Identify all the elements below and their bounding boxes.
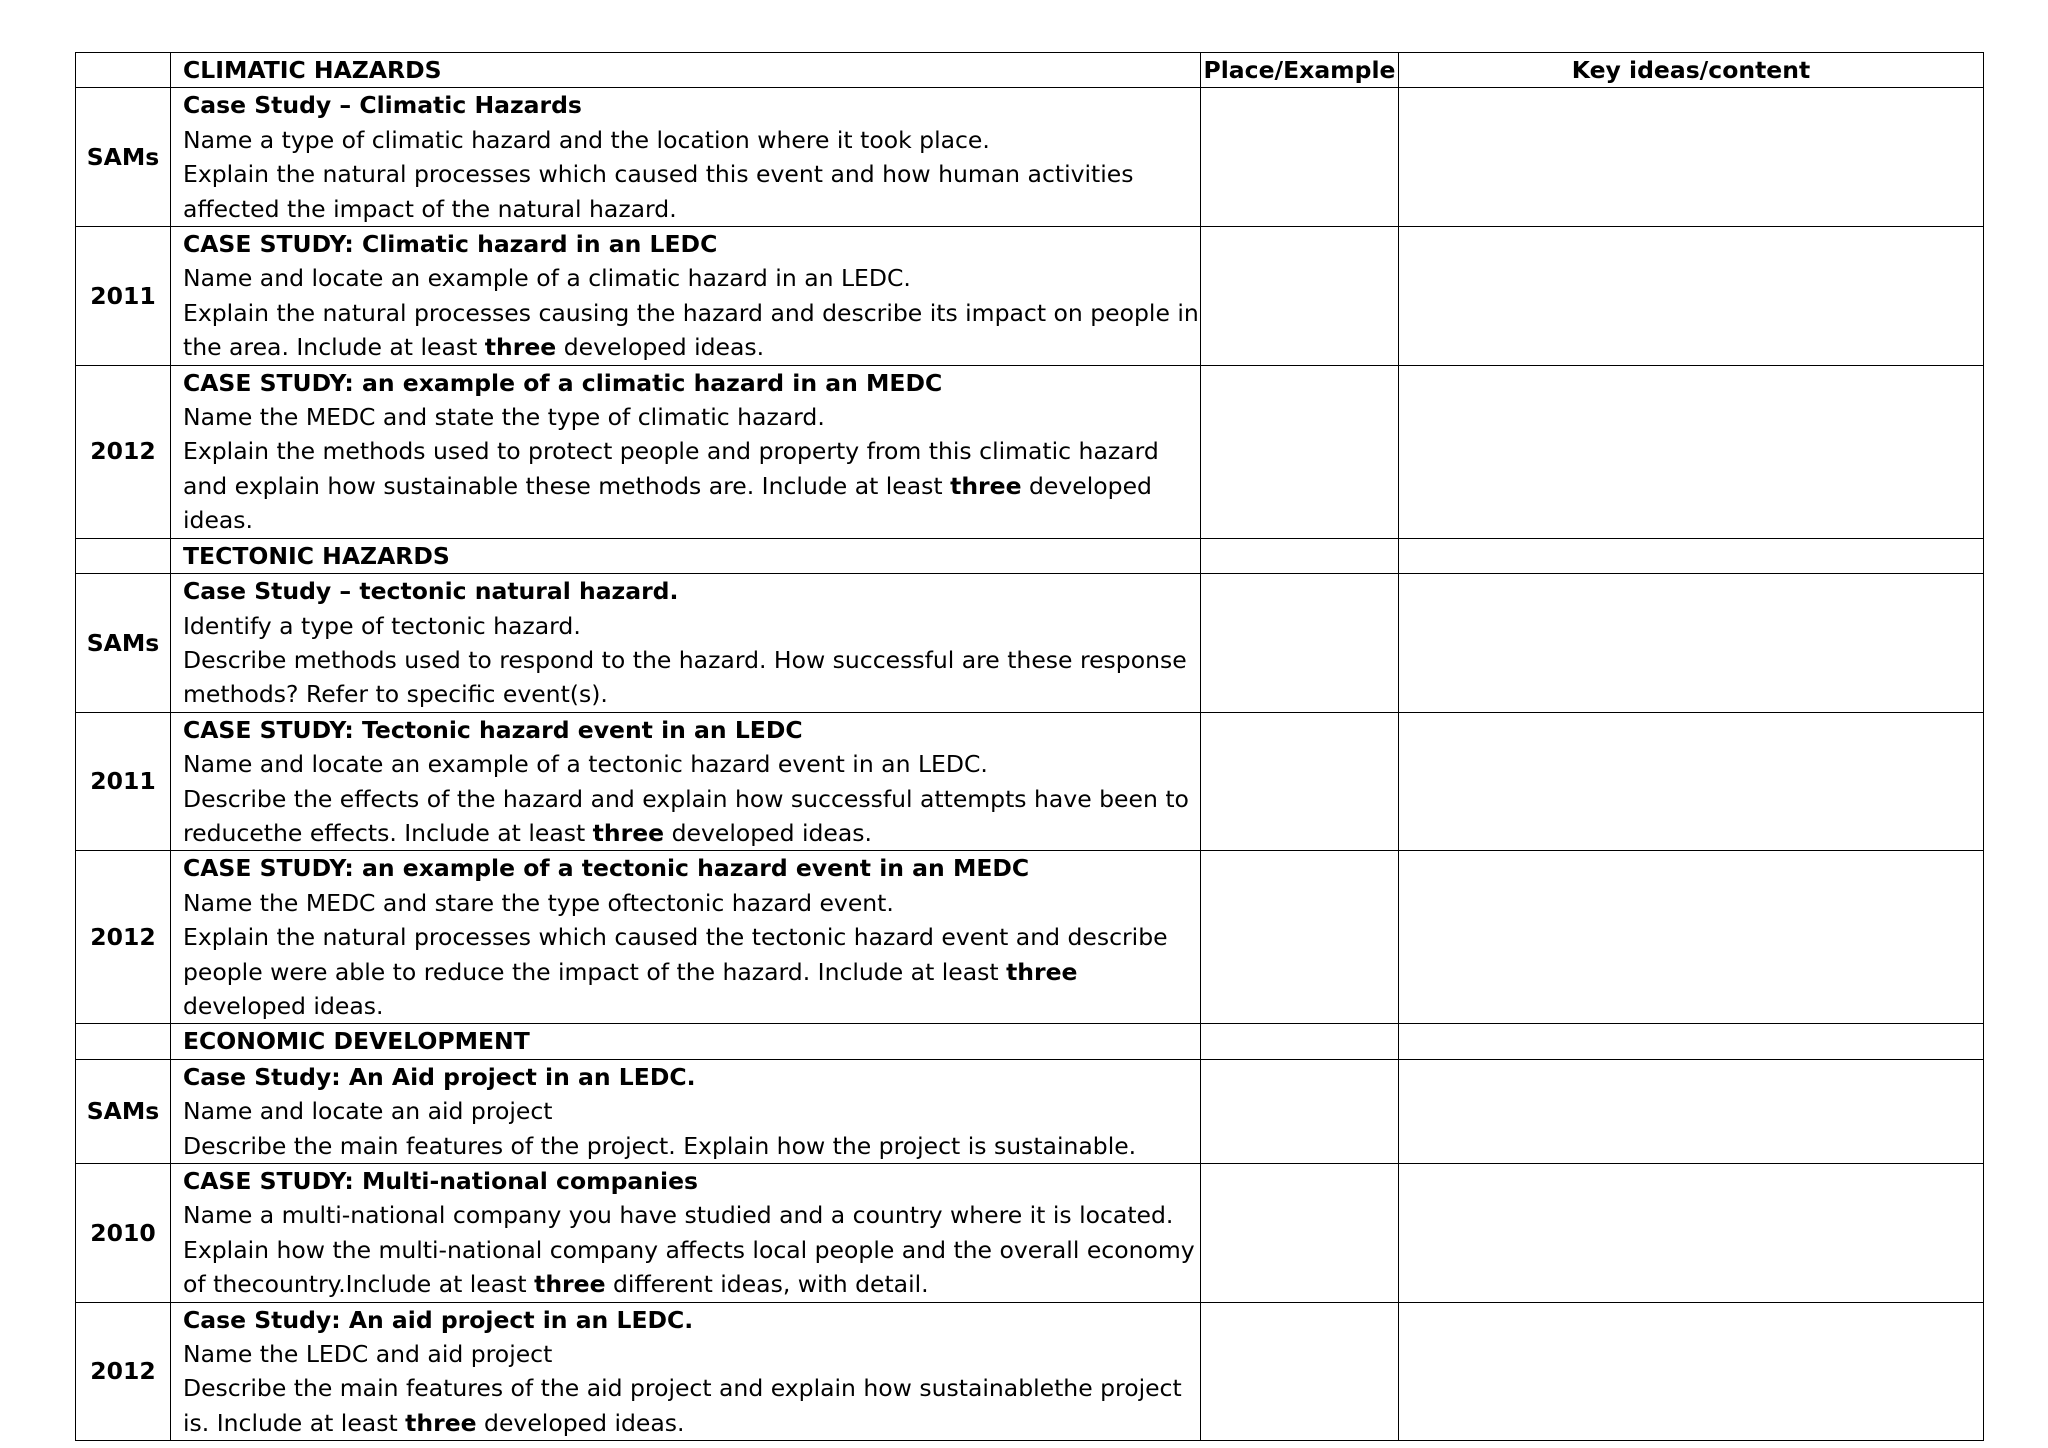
task-title: CASE STUDY: Climatic hazard in an LEDC — [183, 230, 718, 259]
place-example-cell[interactable] — [1201, 1164, 1399, 1303]
place-example-cell[interactable] — [1201, 1059, 1399, 1163]
key-ideas-header: Key ideas/content — [1399, 53, 1984, 88]
task-cell — [171, 1164, 1201, 1303]
key-ideas-cell[interactable] — [1399, 538, 1984, 573]
task-line: Name and locate an aid project — [183, 1097, 553, 1126]
table-row — [76, 88, 1984, 227]
section-row — [76, 538, 1984, 573]
key-ideas-cell[interactable] — [1399, 1059, 1984, 1163]
place-example-cell[interactable] — [1201, 88, 1399, 227]
place-example-cell[interactable] — [1201, 712, 1399, 851]
place-example-header: Place/Example — [1201, 53, 1399, 88]
table-row — [76, 1302, 1984, 1441]
task-cell — [171, 227, 1201, 366]
place-example-cell[interactable] — [1201, 227, 1399, 366]
key-ideas-cell[interactable] — [1399, 1024, 1984, 1059]
task-line: Describe the main features of the aid project and explain how sustainablethe project is. Include at least three developed ideas. — [183, 1374, 1182, 1437]
key-ideas-cell[interactable] — [1399, 1164, 1984, 1303]
key-ideas-cell[interactable] — [1399, 574, 1984, 713]
place-example-cell[interactable] — [1201, 851, 1399, 1024]
task-cell — [171, 1302, 1201, 1441]
key-ideas-cell[interactable] — [1399, 851, 1984, 1024]
place-example-cell[interactable] — [1201, 1302, 1399, 1441]
header-year-cell — [76, 53, 171, 88]
task-cell — [171, 365, 1201, 538]
task-line: Name and locate an example of a climatic hazard in an LEDC. — [183, 264, 911, 293]
task-title: CASE STUDY: Tectonic hazard event in an LEDC — [183, 715, 803, 744]
task-line: Explain how the multi-national company affects local people and the overall economy of thecountry.Include at least three different ideas, with detail. — [183, 1235, 1195, 1299]
task-line: Describe the effects of the hazard and explain how successful attempts have been to reducethe effects. Include at least three developed ideas. — [183, 784, 1189, 847]
case-study-table — [75, 52, 1984, 1441]
key-ideas-cell[interactable] — [1399, 227, 1984, 366]
year-cell: 2011 — [76, 227, 171, 366]
year-cell: 2011 — [76, 712, 171, 851]
task-line: Explain the natural processes which caused this event and how human activities affected the impact of the natural hazard. — [183, 160, 1134, 223]
table-row — [76, 1059, 1984, 1163]
task-line: Name a multi-national company you have studied and a country where it is located. — [183, 1201, 1174, 1230]
task-line: Name and locate an example of a tectonic hazard event in an LEDC. — [183, 750, 988, 779]
year-cell: 2012 — [76, 365, 171, 538]
task-cell — [171, 88, 1201, 227]
task-title: Case Study: An aid project in an LEDC. — [183, 1305, 694, 1334]
task-cell — [171, 574, 1201, 713]
key-ideas-cell[interactable] — [1399, 88, 1984, 227]
task-line: Explain the natural processes which caused the tectonic hazard event and describe people were able to reduce the impact of the hazard. Include at least three developed ideas. — [183, 923, 1168, 1020]
place-example-cell[interactable] — [1201, 574, 1399, 713]
task-line: Explain the natural processes causing the hazard and describe its impact on people in the area. Include at least three developed ideas. — [183, 298, 1199, 362]
year-cell: SAMs — [76, 88, 171, 227]
task-title: CASE STUDY: Multi-national companies — [183, 1167, 698, 1195]
place-example-cell[interactable] — [1201, 538, 1399, 573]
year-cell — [76, 1024, 171, 1059]
task-cell — [171, 1059, 1201, 1163]
task-title: Case Study – tectonic natural hazard. — [183, 577, 679, 606]
section-heading-economic: ECONOMIC DEVELOPMENT — [171, 1024, 1201, 1059]
year-cell: 2010 — [76, 1164, 171, 1303]
task-line: Name a type of climatic hazard and the location where it took place. — [183, 125, 990, 154]
year-cell: SAMs — [76, 574, 171, 713]
table-row — [76, 851, 1984, 1024]
section-heading-tectonic: TECTONIC HAZARDS — [171, 538, 1201, 573]
task-cell — [171, 712, 1201, 851]
table-row — [76, 227, 1984, 366]
year-cell: 2012 — [76, 851, 171, 1024]
year-cell — [76, 538, 171, 573]
task-line: Explain the methods used to protect people and property from this climatic hazard and explain how sustainable these methods are. Include at least three developed ideas. — [183, 437, 1159, 535]
task-line: Name the LEDC and aid project — [183, 1340, 553, 1369]
task-title: CASE STUDY: an example of a tectonic hazard event in an MEDC — [183, 854, 1030, 883]
year-cell: 2012 — [76, 1302, 171, 1441]
place-example-cell[interactable] — [1201, 1024, 1399, 1059]
year-cell: SAMs — [76, 1059, 171, 1163]
key-ideas-cell[interactable] — [1399, 1302, 1984, 1441]
table-row — [76, 712, 1984, 851]
key-ideas-cell[interactable] — [1399, 365, 1984, 538]
task-title: CASE STUDY: an example of a climatic hazard in an MEDC — [183, 368, 943, 397]
task-line: Describe the main features of the project. Explain how the project is sustainable. — [183, 1131, 1137, 1160]
table-row — [76, 1164, 1984, 1303]
task-line: Identify a type of tectonic hazard. — [183, 611, 581, 640]
task-cell — [171, 851, 1201, 1024]
task-line: Name the MEDC and stare the type oftectonic hazard event. — [183, 888, 894, 917]
header-row — [76, 53, 1984, 88]
task-line: Describe methods used to respond to the hazard. How successful are these response methods? Refer to specific event(s). — [183, 645, 1187, 709]
place-example-cell[interactable] — [1201, 365, 1399, 538]
section-heading-climatic: CLIMATIC HAZARDS — [171, 53, 1201, 88]
task-line: Name the MEDC and state the type of climatic hazard. — [183, 403, 825, 432]
table-row — [76, 574, 1984, 713]
table-row — [76, 365, 1984, 538]
section-row — [76, 1024, 1984, 1059]
task-title: Case Study – Climatic Hazards — [183, 91, 582, 120]
task-title: Case Study: An Aid project in an LEDC. — [183, 1062, 696, 1091]
key-ideas-cell[interactable] — [1399, 712, 1984, 851]
